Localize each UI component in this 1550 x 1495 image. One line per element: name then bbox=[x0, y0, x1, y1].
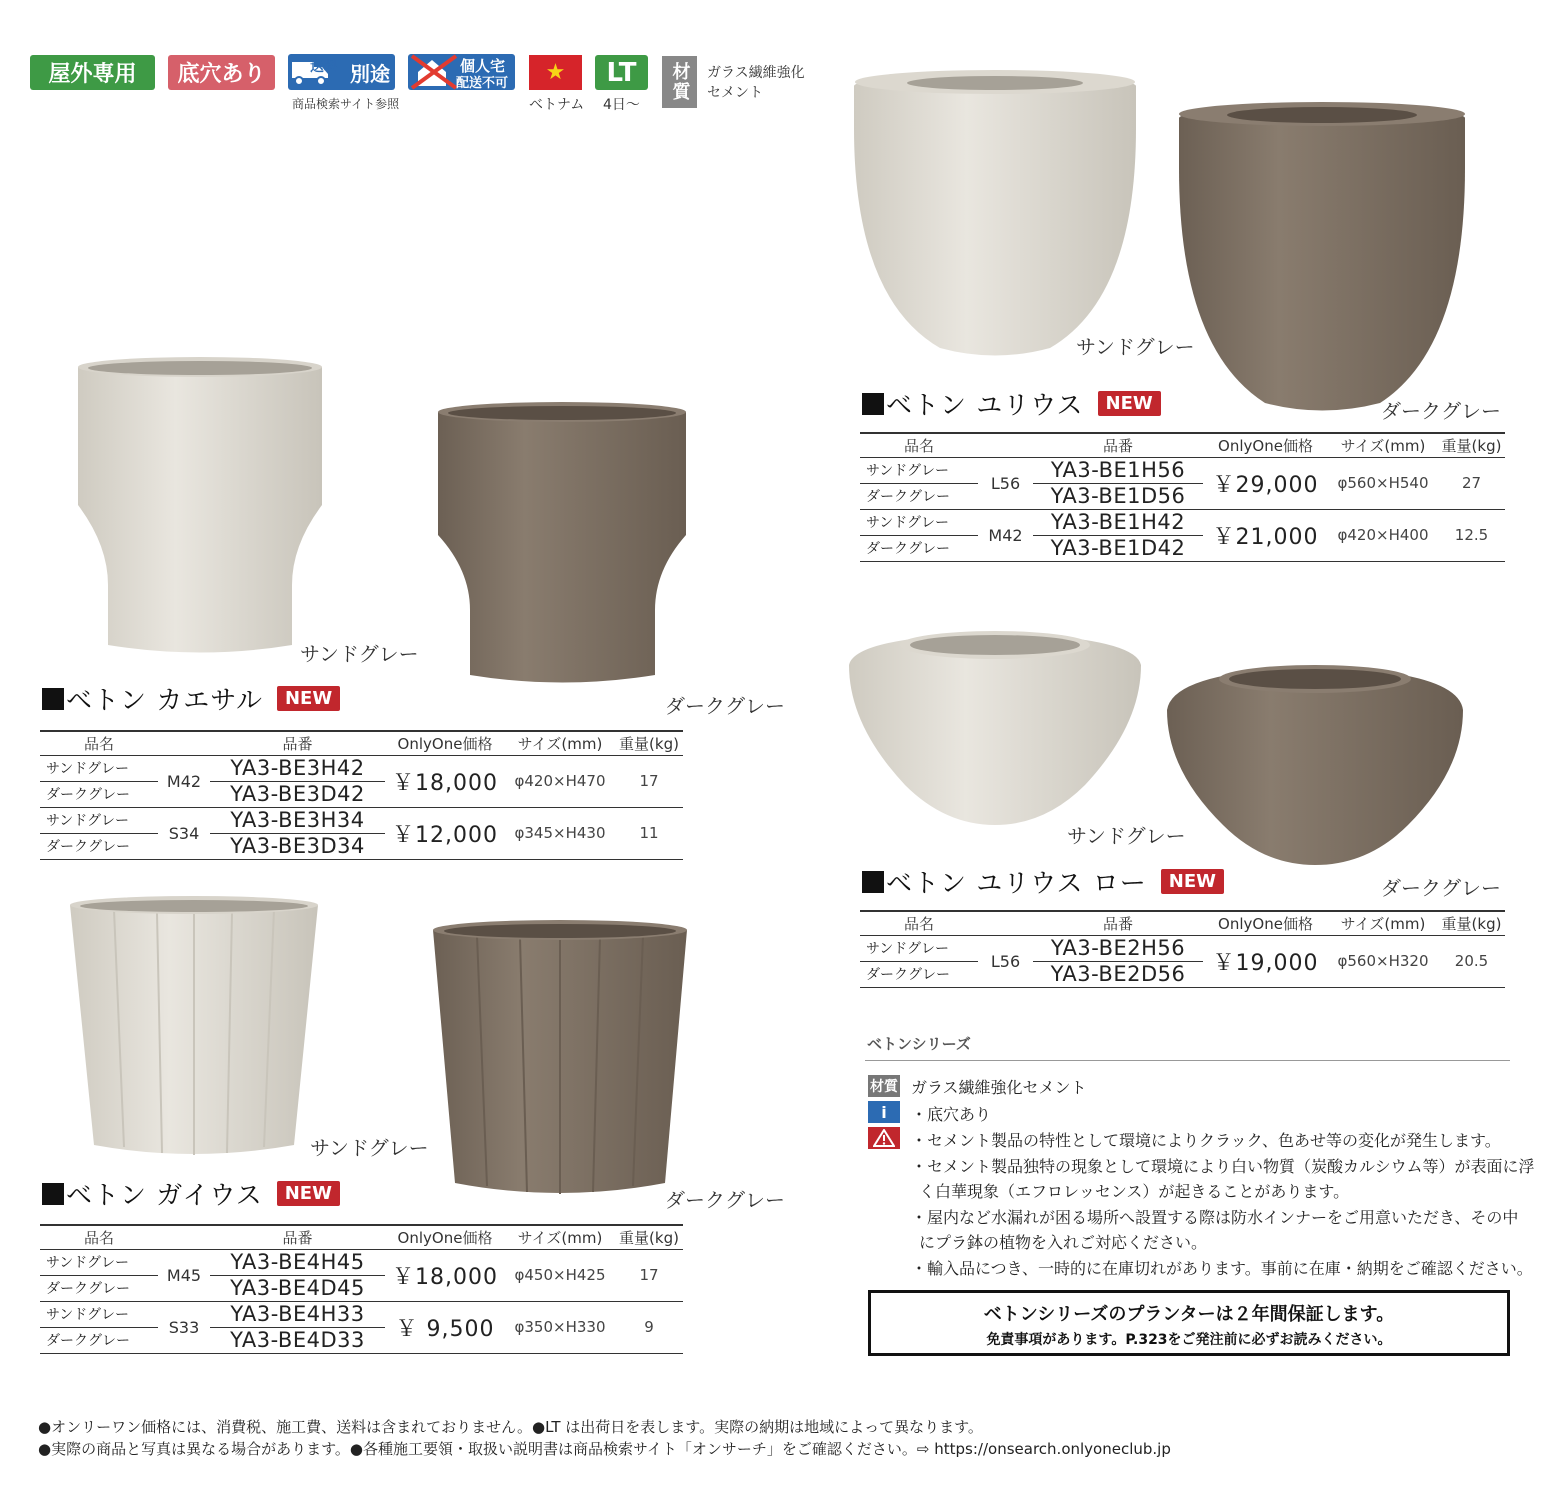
yurius-dark-label: ダークグレー bbox=[1381, 399, 1501, 423]
col-weight: 重量(kg) bbox=[1438, 911, 1505, 935]
size-code: M45 bbox=[158, 1249, 210, 1301]
weight: 17 bbox=[615, 755, 683, 807]
gaius-title bbox=[42, 1175, 340, 1212]
weight: 20.5 bbox=[1438, 935, 1505, 987]
title-square-icon bbox=[862, 871, 884, 893]
price: ￥29,000 bbox=[1203, 457, 1328, 509]
info-icon: i bbox=[868, 1101, 900, 1123]
col-price: OnlyOne価格 bbox=[385, 1225, 505, 1249]
yurius-low-dark-pot-image bbox=[1163, 655, 1468, 870]
dimensions: φ560×H320 bbox=[1328, 935, 1438, 987]
table-row bbox=[860, 509, 1505, 535]
color-name: ダークグレー bbox=[860, 483, 978, 509]
product-code: YA3-BE4D45 bbox=[210, 1275, 385, 1301]
col-code: 品番 bbox=[1033, 433, 1203, 457]
shipping-separate-badge bbox=[288, 54, 395, 90]
col-size: サイズ(mm) bbox=[1328, 911, 1438, 935]
color-name: ダークグレー bbox=[40, 781, 158, 807]
price: ￥21,000 bbox=[1203, 509, 1328, 561]
gaius-spec-table bbox=[40, 1224, 683, 1354]
dimensions: φ420×H400 bbox=[1328, 509, 1438, 561]
gaius-title-text: ベトン ガイウス bbox=[66, 1181, 263, 1211]
new-badge: NEW bbox=[277, 686, 340, 711]
drain-hole-badge: 底穴あり bbox=[168, 55, 275, 90]
product-code: YA3-BE4D33 bbox=[210, 1327, 385, 1353]
no-home-delivery-badge bbox=[408, 54, 515, 90]
table-header bbox=[860, 911, 1505, 935]
size-code: M42 bbox=[158, 755, 210, 807]
col-weight: 重量(kg) bbox=[615, 1225, 683, 1249]
col-price: OnlyOne価格 bbox=[1203, 433, 1328, 457]
warning-2a: ・セメント製品独特の現象として環境により白い物質（炭酸カルシウム等）が表面に浮 bbox=[911, 1157, 1535, 1176]
color-name: サンドグレー bbox=[860, 935, 978, 961]
table-row bbox=[40, 1249, 683, 1275]
table-row bbox=[40, 1301, 683, 1327]
kaesar-title bbox=[42, 680, 340, 717]
weight: 11 bbox=[615, 807, 683, 859]
dimensions: φ345×H430 bbox=[505, 807, 615, 859]
country-label: ベトナム bbox=[529, 97, 585, 113]
dimensions: φ560×H540 bbox=[1328, 457, 1438, 509]
gaius-sand-pot-image bbox=[62, 895, 327, 1165]
color-name: ダークグレー bbox=[860, 961, 978, 987]
table-header bbox=[860, 433, 1505, 457]
color-name: サンドグレー bbox=[40, 1249, 158, 1275]
yurius-spec-table bbox=[860, 432, 1505, 562]
gaius-sand-label: サンドグレー bbox=[310, 1136, 429, 1160]
color-name: ダークグレー bbox=[40, 1275, 158, 1301]
price: ￥18,000 bbox=[385, 1249, 505, 1301]
series-heading: ベトンシリーズ bbox=[867, 1035, 971, 1053]
yurius-dark-pot-image bbox=[1175, 98, 1470, 418]
yurius-low-title-text: ベトン ユリウス ロー bbox=[886, 869, 1147, 899]
yurius-title bbox=[862, 385, 1161, 422]
color-name: ダークグレー bbox=[40, 833, 158, 859]
price: ￥ 9,500 bbox=[385, 1301, 505, 1353]
footer-line-1: ●オンリーワン価格には、消費税、施工費、送料は含まれておりません。●LT は出荷日を表します。実際の納期は地域によって異なります。 bbox=[38, 1418, 983, 1436]
size-code: S34 bbox=[158, 807, 210, 859]
price: ￥19,000 bbox=[1203, 935, 1328, 987]
lead-time-note: 4日〜 bbox=[603, 97, 640, 113]
dimensions: φ350×H330 bbox=[505, 1301, 615, 1353]
col-name: 品名 bbox=[40, 731, 158, 755]
outdoor-only-badge: 屋外専用 bbox=[30, 55, 155, 90]
new-badge: NEW bbox=[1161, 869, 1224, 894]
col-size: サイズ(mm) bbox=[505, 1225, 615, 1249]
product-code: YA3-BE4H45 bbox=[210, 1249, 385, 1275]
size-code: M42 bbox=[978, 509, 1033, 561]
product-code: YA3-BE3H34 bbox=[210, 807, 385, 833]
color-name: サンドグレー bbox=[40, 1301, 158, 1327]
warning-2b: く白華現象（エフロレッセンス）が起きることがあります。 bbox=[919, 1182, 1350, 1201]
product-code: YA3-BE1H42 bbox=[1033, 509, 1203, 535]
yurius-sand-label: サンドグレー bbox=[1076, 335, 1195, 359]
size-code: L56 bbox=[978, 457, 1033, 509]
series-material: ガラス繊維強化セメント bbox=[911, 1078, 1087, 1097]
home-undeliverable-label: 配送不可 bbox=[456, 76, 509, 90]
product-code: YA3-BE3D42 bbox=[210, 781, 385, 807]
col-weight: 重量(kg) bbox=[1438, 433, 1505, 457]
no-house-icon bbox=[410, 54, 460, 90]
new-badge: NEW bbox=[1098, 391, 1161, 416]
table-header bbox=[40, 1225, 683, 1249]
weight: 12.5 bbox=[1438, 509, 1505, 561]
product-code: YA3-BE4H33 bbox=[210, 1301, 385, 1327]
material-icon: 材質 bbox=[868, 1075, 900, 1097]
warning-icon bbox=[868, 1127, 900, 1149]
col-name: 品名 bbox=[860, 433, 978, 457]
col-name: 品名 bbox=[40, 1225, 158, 1249]
series-divider bbox=[865, 1060, 1510, 1061]
gaius-dark-label: ダークグレー bbox=[665, 1188, 785, 1212]
col-code: 品番 bbox=[210, 1225, 385, 1249]
title-square-icon bbox=[42, 688, 64, 710]
kaesar-title-text: ベトン カエサル bbox=[66, 686, 263, 716]
product-code: YA3-BE3D34 bbox=[210, 833, 385, 859]
product-code: YA3-BE1D42 bbox=[1033, 535, 1203, 561]
kaesar-dark-label: ダークグレー bbox=[665, 694, 785, 718]
material-icon: 材質 bbox=[662, 56, 697, 108]
col-code: 品番 bbox=[1033, 911, 1203, 935]
warning-4: ・輸入品につき、一時的に在庫切れがあります。事前に在庫・納期をご確認ください。 bbox=[911, 1259, 1533, 1278]
lead-time-badge: LT bbox=[595, 55, 648, 90]
weight: 17 bbox=[615, 1249, 683, 1301]
warning-3b: にプラ鉢の植物を入れご対応ください。 bbox=[919, 1233, 1208, 1252]
product-code: YA3-BE1H56 bbox=[1033, 457, 1203, 483]
title-square-icon bbox=[42, 1183, 64, 1205]
product-code: YA3-BE3H42 bbox=[210, 755, 385, 781]
yurius-low-spec-table bbox=[860, 910, 1505, 988]
title-square-icon bbox=[862, 393, 884, 415]
kaesar-spec-table bbox=[40, 730, 683, 860]
color-name: サンドグレー bbox=[860, 509, 978, 535]
warranty-note: 免責事項があります。P.323をご発注前に必ずお読みください。 bbox=[986, 1332, 1392, 1348]
series-info: ・底穴あり bbox=[911, 1105, 992, 1124]
gaius-dark-pot-image bbox=[425, 918, 695, 1203]
product-code: YA3-BE2H56 bbox=[1033, 935, 1203, 961]
yurius-low-sand-label: サンドグレー bbox=[1067, 824, 1186, 848]
table-row bbox=[860, 457, 1505, 483]
table-row bbox=[40, 755, 683, 781]
col-price: OnlyOne価格 bbox=[1203, 911, 1328, 935]
size-code: L56 bbox=[978, 935, 1033, 987]
shipping-label: 送料 bbox=[310, 59, 338, 75]
col-price: OnlyOne価格 bbox=[385, 731, 505, 755]
yurius-low-dark-label: ダークグレー bbox=[1381, 876, 1501, 900]
col-size: サイズ(mm) bbox=[1328, 433, 1438, 457]
weight: 9 bbox=[615, 1301, 683, 1353]
product-code: YA3-BE2D56 bbox=[1033, 961, 1203, 987]
kaesar-sand-label: サンドグレー bbox=[300, 642, 419, 666]
color-name: サンドグレー bbox=[40, 807, 158, 833]
color-name: サンドグレー bbox=[860, 457, 978, 483]
yurius-sand-pot-image bbox=[850, 68, 1140, 363]
material-text-2: セメント bbox=[707, 85, 763, 101]
material-text-1: ガラス繊維強化 bbox=[707, 65, 805, 81]
warranty-title: ベトンシリーズのプランターは２年間保証します。 bbox=[983, 1304, 1395, 1325]
yurius-title-text: ベトン ユリウス bbox=[886, 391, 1084, 421]
warning-1: ・セメント製品の特性として環境によりクラック、色あせ等の変化が発生します。 bbox=[911, 1131, 1501, 1150]
table-row bbox=[40, 807, 683, 833]
footer-line-2: ●実際の商品と写真は異なる場合があります。●各種施工要領・取扱い説明書は商品検索サイト「オンサーチ」をご確認ください。⇨ https://onsearch.onlyoneclub.jp bbox=[38, 1440, 1171, 1458]
dimensions: φ420×H470 bbox=[505, 755, 615, 807]
home-label: 個人宅 bbox=[460, 57, 506, 75]
vietnam-flag-icon: ★ bbox=[529, 55, 582, 90]
col-weight: 重量(kg) bbox=[615, 731, 683, 755]
color-name: サンドグレー bbox=[40, 755, 158, 781]
kaesar-sand-pot-image bbox=[70, 355, 335, 660]
product-code: YA3-BE1D56 bbox=[1033, 483, 1203, 509]
price: ￥18,000 bbox=[385, 755, 505, 807]
yurius-low-title bbox=[862, 863, 1224, 900]
new-badge: NEW bbox=[277, 1181, 340, 1206]
table-header bbox=[40, 731, 683, 755]
warning-3a: ・屋内など水漏れが困る場所へ設置する際は防水インナーをご用意いただき、その中 bbox=[911, 1208, 1519, 1227]
col-size: サイズ(mm) bbox=[505, 731, 615, 755]
col-code: 品番 bbox=[210, 731, 385, 755]
col-name: 品名 bbox=[860, 911, 978, 935]
color-name: ダークグレー bbox=[40, 1327, 158, 1353]
kaesar-dark-pot-image bbox=[430, 400, 695, 690]
yurius-low-sand-pot-image bbox=[845, 615, 1145, 830]
warranty-box bbox=[868, 1290, 1510, 1356]
dimensions: φ450×H425 bbox=[505, 1249, 615, 1301]
shipping-note: 商品検索サイト参照 bbox=[292, 97, 400, 111]
color-name: ダークグレー bbox=[860, 535, 978, 561]
price: ￥12,000 bbox=[385, 807, 505, 859]
weight: 27 bbox=[1438, 457, 1505, 509]
size-code: S33 bbox=[158, 1301, 210, 1353]
separate-label: 別途 bbox=[350, 62, 390, 86]
table-row bbox=[860, 935, 1505, 961]
